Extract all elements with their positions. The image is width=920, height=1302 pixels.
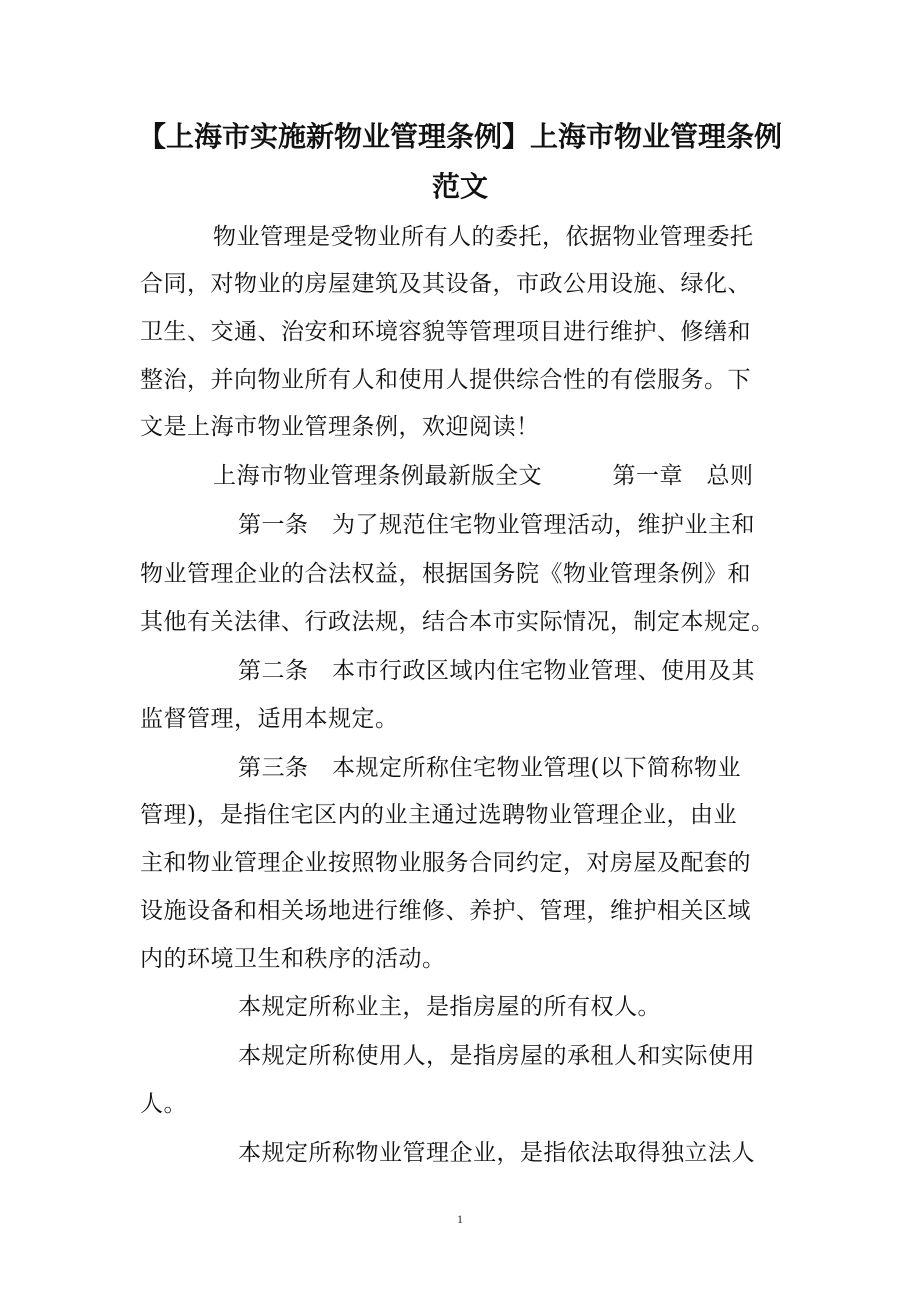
body-line: 卫生、交通、治安和环境容貌等管理项目进行维护、修缮和: [140, 319, 751, 345]
body-line: 其他有关法律、行政法规，结合本市实际情况，制定本规定。: [140, 609, 775, 635]
body-line: 管理)，是指住宅区内的业主通过选聘物业管理企业，由业: [140, 802, 737, 828]
body-line: 文是上海市物业管理条例，欢迎阅读！: [140, 414, 540, 440]
title-line-2: 范文: [431, 170, 488, 203]
body-line: 本规定所称业主，是指房屋的所有权人。: [238, 994, 661, 1020]
body-line: 第一条 为了规范住宅物业管理活动，维护业主和: [238, 512, 755, 538]
body-line: 第三条 本规定所称住宅物业管理(以下简称物业: [238, 755, 741, 781]
title-line-1: 【上海市实施新物业管理条例】上海市物业管理条例: [137, 120, 782, 153]
body-line: 合同，对物业的房屋建筑及其设备，市政公用设施、绿化、: [140, 271, 751, 297]
body-line: 设施设备和相关场地进行维修、养护、管理，维护相关区域: [140, 898, 751, 924]
page-number: 1: [457, 1212, 463, 1226]
body-line: 上海市物业管理条例最新版全文 第一章 总则: [213, 463, 754, 489]
body-line: 第二条 本市行政区域内住宅物业管理、使用及其: [238, 658, 755, 684]
document-title: [120, 112, 800, 212]
body-line: 主和物业管理企业按照物业服务合同约定，对房屋及配套的: [140, 850, 751, 876]
body-line: 整治，并向物业所有人和使用人提供综合性的有偿服务。下: [140, 367, 751, 393]
body-line: 物业管理是受物业所有人的委托，依据物业管理委托: [213, 224, 754, 250]
body-line: 人。: [140, 1091, 187, 1117]
body-line: 本规定所称物业管理企业，是指依法取得独立法人: [238, 1140, 755, 1166]
body-line: 物业管理企业的合法权益，根据国务院《物业管理条例》和: [140, 561, 751, 587]
body-line: 内的环境卫生和秩序的活动。: [140, 946, 446, 972]
body-line: 本规定所称使用人，是指房屋的承租人和实际使用: [238, 1043, 755, 1069]
body-line: 监督管理，适用本规定。: [140, 706, 399, 732]
